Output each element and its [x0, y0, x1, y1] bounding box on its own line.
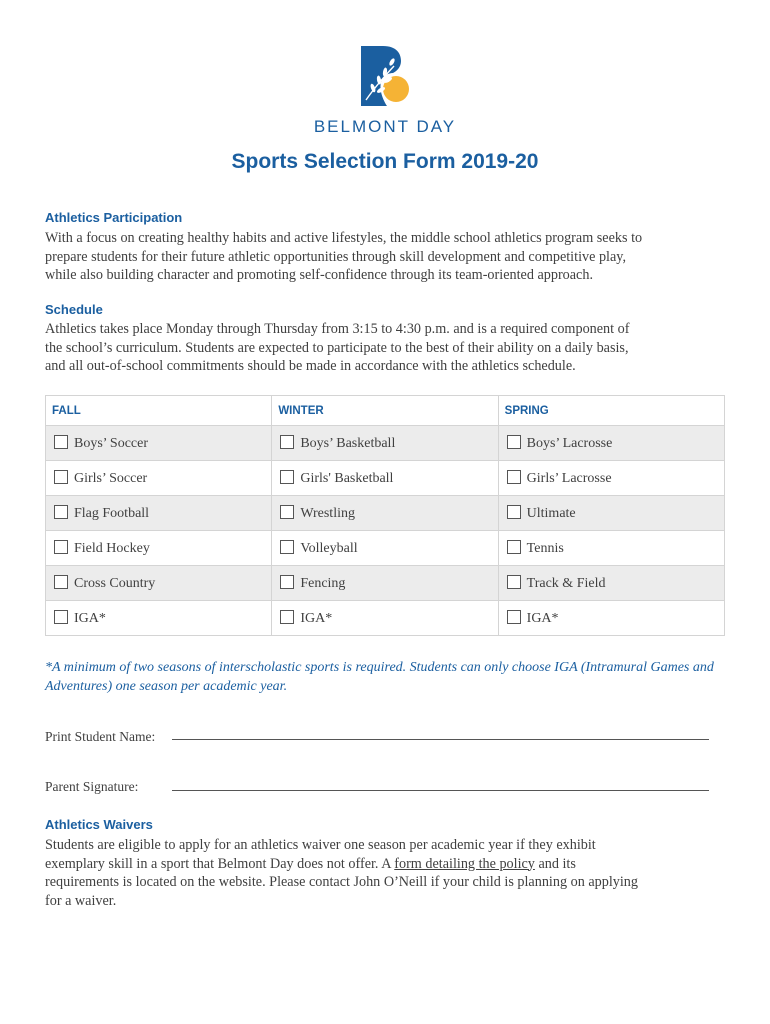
table-row: [46, 496, 725, 531]
waivers-line: requirements is located on the website. Please contact John O’Neill if your child is planning on applying: [45, 874, 638, 890]
brand-name: BELMONT DAY: [313, 117, 457, 136]
sport-option[interactable]: [46, 601, 272, 636]
checkbox-icon[interactable]: [507, 575, 521, 589]
sport-option[interactable]: [498, 566, 724, 601]
checkbox-icon[interactable]: [280, 575, 294, 589]
page-title: Sports Selection Form 2019-20: [231, 150, 539, 173]
checkbox-icon[interactable]: [507, 470, 521, 484]
sport-label: Girls’ Soccer: [74, 470, 148, 486]
column-header-fall: FALL: [46, 396, 272, 426]
sport-option[interactable]: [498, 601, 724, 636]
sport-label: Fencing: [300, 575, 346, 591]
parent-signature-label: Parent Signature:: [45, 779, 139, 794]
waivers-paragraph: [45, 836, 735, 910]
sport-label: Boys’ Soccer: [74, 435, 148, 451]
waivers-line: [45, 855, 735, 874]
student-name-label: Print Student Name:: [45, 729, 156, 744]
schedule-line: Athletics takes place Monday through Thursday from 3:15 to 4:30 p.m. and is a required component of: [45, 321, 630, 337]
table-row: [46, 461, 725, 496]
sport-label: IGA*: [300, 610, 333, 626]
checkbox-icon[interactable]: [507, 505, 521, 519]
participation-line: while also building character and promoting self-confidence through its team-oriented approach.: [45, 267, 593, 283]
sport-label: Volleyball: [300, 540, 358, 556]
belmont-day-logo-icon: [361, 46, 411, 106]
column-header-winter: WINTER: [272, 396, 498, 426]
sport-option[interactable]: [272, 531, 498, 566]
sport-label: Tennis: [526, 540, 564, 556]
sport-label: Boys’ Basketball: [300, 435, 396, 451]
participation-heading: Athletics Participation: [45, 210, 183, 225]
waivers-heading: Athletics Waivers: [45, 817, 153, 832]
sport-label: IGA*: [526, 610, 559, 626]
checkbox-icon[interactable]: [280, 435, 294, 449]
sport-option[interactable]: [272, 496, 498, 531]
participation-line: prepare students for their future athletic opportunities through skill development and competitive play,: [45, 248, 627, 265]
schedule-line: the school’s curriculum. Students are expected to participate to the best of their ability on a daily basis,: [45, 339, 629, 356]
checkbox-icon[interactable]: [54, 470, 68, 484]
sport-label: Girls’ Lacrosse: [526, 470, 612, 486]
checkbox-icon[interactable]: [280, 470, 294, 484]
waivers-text: exemplary skill in a sport that Belmont Day does not offer. A: [45, 855, 395, 872]
waivers-text: and its: [534, 855, 576, 872]
sport-option[interactable]: [46, 566, 272, 601]
table-header-row: [46, 396, 725, 426]
waivers-line: for a waiver.: [45, 892, 117, 909]
sport-label: Field Hockey: [74, 540, 150, 556]
checkbox-icon[interactable]: [280, 505, 294, 519]
checkbox-icon[interactable]: [507, 610, 521, 624]
sport-option[interactable]: [272, 426, 498, 461]
parent-signature-field[interactable]: [172, 790, 709, 791]
checkbox-icon[interactable]: [280, 610, 294, 624]
participation-line: With a focus on creating healthy habits and active lifestyles, the middle school athletics program seeks to: [45, 230, 643, 246]
checkbox-icon[interactable]: [54, 505, 68, 519]
checkbox-icon[interactable]: [507, 540, 521, 554]
sport-label: Wrestling: [300, 505, 355, 521]
sport-label: Boys’ Lacrosse: [526, 435, 613, 451]
sport-option[interactable]: [46, 426, 272, 461]
footnote-line: *A minimum of two seasons of interscholastic sports is required. Students can only choose IGA (Intramural Games and: [45, 660, 714, 675]
sport-label: Cross Country: [74, 575, 156, 591]
student-name-field[interactable]: [172, 739, 709, 740]
participation-paragraph: [45, 229, 735, 285]
sports-selection-table: [45, 395, 725, 636]
sport-option[interactable]: [46, 496, 272, 531]
sport-option[interactable]: [272, 601, 498, 636]
sport-option[interactable]: [498, 426, 724, 461]
footnote-line: Adventures) one season per academic year.: [45, 679, 288, 694]
checkbox-icon[interactable]: [280, 540, 294, 554]
waivers-line: Students are eligible to apply for an athletics waiver one season per academic year if they exhibit: [45, 837, 596, 853]
sport-label: IGA*: [74, 610, 106, 626]
checkbox-icon[interactable]: [507, 435, 521, 449]
sport-option[interactable]: [272, 461, 498, 496]
table-row: [46, 531, 725, 566]
sport-option[interactable]: [46, 461, 272, 496]
table-row: [46, 566, 725, 601]
schedule-paragraph: [45, 320, 735, 376]
policy-link[interactable]: form detailing the policy: [394, 855, 535, 872]
checkbox-icon[interactable]: [54, 610, 68, 624]
schedule-line: and all out-of-school commitments should be made in accordance with the athletics schedule.: [45, 358, 576, 374]
schedule-heading: Schedule: [45, 302, 103, 317]
checkbox-icon[interactable]: [54, 540, 68, 554]
sport-option[interactable]: [498, 496, 724, 531]
sport-option[interactable]: [46, 531, 272, 566]
sport-option[interactable]: [272, 566, 498, 601]
sport-label: Girls' Basketball: [300, 470, 394, 486]
checkbox-icon[interactable]: [54, 575, 68, 589]
sport-label: Track & Field: [526, 575, 606, 591]
sport-label: Flag Football: [74, 505, 150, 521]
column-header-spring: SPRING: [498, 396, 724, 426]
table-row: [46, 601, 725, 636]
footnote: [45, 658, 735, 696]
sport-label: Ultimate: [526, 505, 576, 521]
table-row: [46, 426, 725, 461]
sport-option[interactable]: [498, 531, 724, 566]
checkbox-icon[interactable]: [54, 435, 68, 449]
sport-option[interactable]: [498, 461, 724, 496]
